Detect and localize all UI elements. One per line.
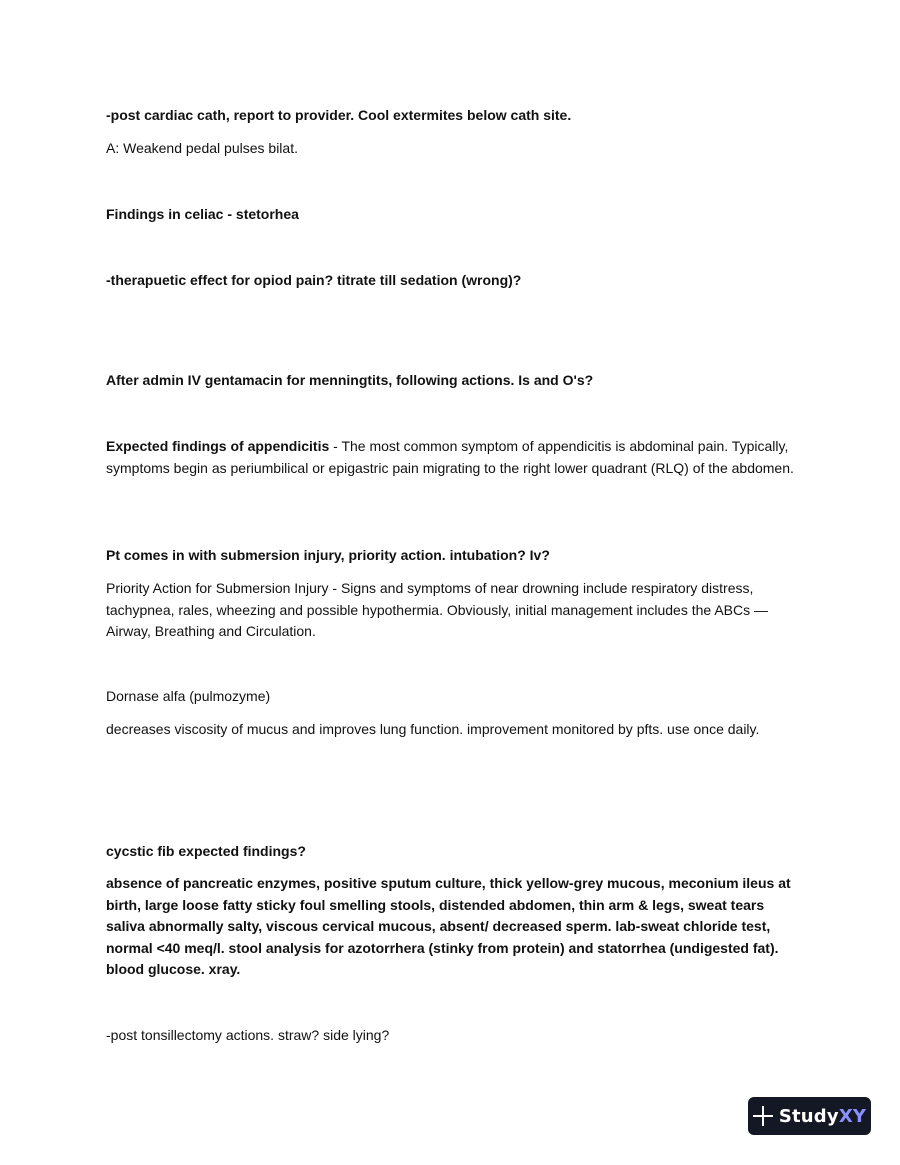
note-bold: absence of pancreatic enzymes, positive sputum culture, thick yellow-grey mucous, meconium ileus at birth, large loose fatty sticky foul smelling stools, distended abdomen, thin arm & legs, sweat tears saliva abnormally salty, viscous cervical mucous, absent/ decreased sperm. lab-sweat chloride test, normal <40 meq/l. stool analysis for azotorrhera (stinky from protein) and statorrhea (undigested fat). blood glucose. xray. bbox=[106, 875, 791, 977]
note-plain: -post tonsillectomy actions. straw? side lying? bbox=[106, 1027, 390, 1043]
note-appendicitis bbox=[106, 436, 806, 479]
note-bold: cycstic fib expected findings? bbox=[106, 843, 306, 859]
note-plain: Priority Action for Submersion Injury - Signs and symptoms of near drowning include respiratory distress, tachypnea, rales, wheezing and possible hypothermia. Obviously, initial management includes the ABCs — Airway, Breathing and Circulation. bbox=[106, 580, 768, 639]
note-cf-question bbox=[106, 841, 806, 863]
note-bold: -therapuetic effect for opiod pain? titrate till sedation (wrong)? bbox=[106, 272, 522, 288]
note-pedal-pulses bbox=[106, 138, 806, 160]
note-plain: A: Weakend pedal pulses bilat. bbox=[106, 140, 298, 156]
note-bold: Pt comes in with submersion injury, priority action. intubation? Iv? bbox=[106, 547, 550, 563]
note-dornase bbox=[106, 686, 806, 708]
note-gentamicin bbox=[106, 370, 806, 392]
note-bold: Findings in celiac - stetorhea bbox=[106, 206, 299, 222]
note-submersion-answer bbox=[106, 578, 806, 643]
note-cardiac-cath bbox=[106, 105, 806, 127]
brand-logo-text bbox=[779, 1106, 866, 1127]
note-plain: - The most common symptom of appendicitis is abdominal pain. Typically, symptoms begin as periumbilical or epigastric pain migrating to the right lower quadrant (RLQ) of the abdomen. bbox=[106, 438, 794, 476]
note-bold: -post cardiac cath, report to provider. Cool extermites below cath site. bbox=[106, 107, 572, 123]
brand-accent: XY bbox=[838, 1105, 867, 1127]
note-plain: Dornase alfa (pulmozyme) bbox=[106, 688, 271, 704]
plus-icon bbox=[753, 1106, 773, 1126]
note-opioid bbox=[106, 270, 806, 292]
note-dornase-detail bbox=[106, 719, 806, 741]
note-cf-findings bbox=[106, 873, 806, 981]
note-bold: After admin IV gentamacin for menningtits, following actions. Is and O's? bbox=[106, 372, 594, 388]
note-submersion-question bbox=[106, 545, 806, 567]
note-bold: Expected findings of appendicitis bbox=[106, 438, 330, 454]
note-tonsillectomy bbox=[106, 1025, 806, 1047]
note-plain: decreases viscosity of mucus and improves lung function. improvement monitored by pfts. use once daily. bbox=[106, 721, 760, 737]
studyxy-badge[interactable] bbox=[748, 1097, 871, 1135]
brand-main: Study bbox=[778, 1105, 839, 1127]
note-celiac bbox=[106, 204, 806, 226]
